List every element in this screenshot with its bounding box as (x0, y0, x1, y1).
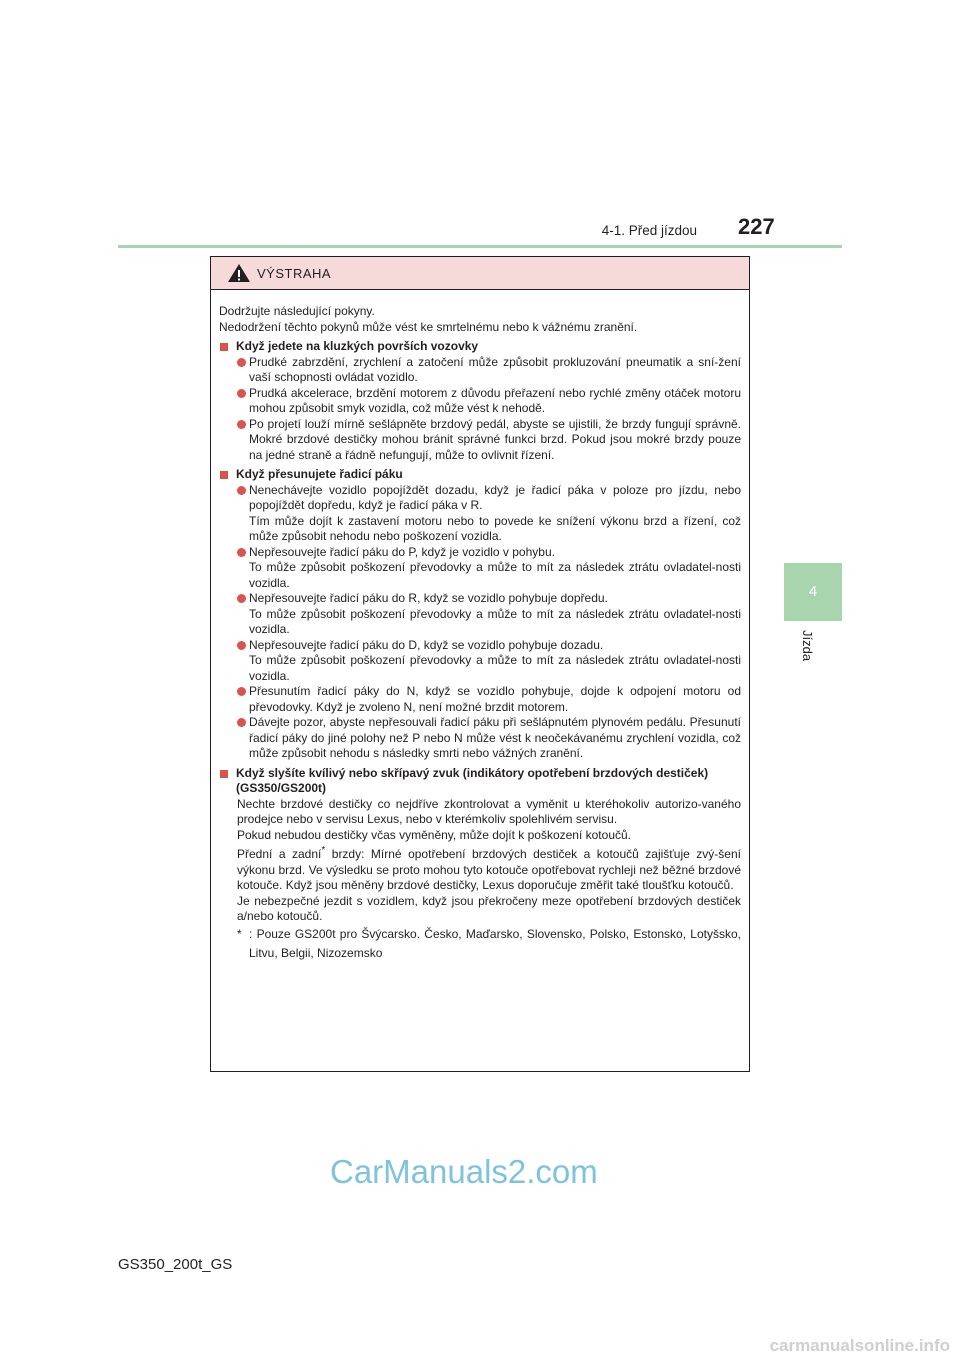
bullet-icon (237, 389, 246, 398)
section-shift-lever (219, 467, 741, 762)
section-brake-pad-noise (219, 766, 741, 963)
page-number: 227 (738, 214, 775, 239)
bullet-icon (237, 718, 246, 727)
section-title: Když slyšíte kvílivý nebo skřípavý zvuk (indikátory opotřebení brzdových destiček) (GS350/GS200t) (219, 766, 741, 797)
bullet-icon (237, 548, 246, 557)
list-item: Nepřesouvejte řadicí páku do P, když je vozidlo v pohybu. To může způsobit poškození převodovky a může to mít za následek ztrátu ovladatel-nosti vozidla. (219, 545, 741, 592)
bullet-icon (237, 641, 246, 650)
site-watermark: carmanualsonline.info (769, 1336, 950, 1355)
warning-box (210, 256, 750, 1072)
bullet-icon (237, 687, 246, 696)
asterisk: * (321, 845, 326, 856)
list-item: Nepřesouvejte řadicí páku do R, když se vozidlo pohybuje dopředu. To může způsobit poškození převodovky a může to mít za následek ztrátu ovladatel-nosti vozidla. (219, 591, 741, 638)
bullet-icon (237, 358, 246, 367)
header-rule (118, 245, 842, 248)
warning-body (211, 290, 749, 963)
list-item: Nenechávejte vozidlo popojíždět dozadu, když je řadicí páka v poloze pro jízdu, nebo popojíždět dopředu, když je řadicí páka v R. Tím může dojít k zastavení motoru nebo to povede ke snížení výkonu brzd a řízení, což může způsobit nehodu nebo poškození vozidla. (219, 483, 741, 545)
list-item: Nepřesouvejte řadicí páku do D, když se vozidlo pohybuje dozadu. To může způsobit poškození převodovky a může to mít za následek ztrátu ovladatel-nosti vozidla. (219, 638, 741, 685)
list-item: Prudká akcelerace, brzdění motorem z důvodu přeřazení nebo rychlé změny otáček motoru mohou způsobit smyk vozidla, což může vést k nehodě. (219, 386, 741, 417)
watermark-logo: CarManuals2.com (330, 1153, 598, 1190)
warning-intro: Dodržujte následující pokyny. Nedodržení těchto pokynů může vést ke smrtelnému nebo k vážnému zranění. (219, 304, 638, 334)
bullet-icon (237, 486, 246, 495)
header-section: 4-1. Před jízdou (601, 223, 697, 238)
paragraph: Přední a zadní* brzdy: Mírné opotřebení brzdových destiček a kotoučů zajišťuje zvý-šení výkonu brzd. Ve výsledku se proto mohou tyto kotouče opotřebovat rychleji než běžné brzdové kotouče. Když jsou měněny brzdové destičky, Lexus doporučuje změřit také tloušťku kotoučů. Je nebezpečné jezdit s vozidlem, když jsou překročeny meze opotřebení brzdových destiček a/nebo kotoučů. (237, 845, 741, 923)
list-item: Přesunutím řadicí páky do N, když se vozidlo pohybuje, dojde k odpojení motoru od převodovky. Když je zvoleno N, není možné brzdit motorem. (219, 684, 741, 715)
bullet-icon (237, 420, 246, 429)
bullet-icon (237, 594, 246, 603)
section-title: Když jedete na kluzkých površích vozovky (219, 339, 741, 355)
model-code: GS350_200t_GS (118, 1256, 233, 1273)
list-item: Dávejte pozor, abyste nepřesouvali řadicí páku při sešlápnutém plynovém pedálu. Přesunutí řadicí páky do jiné polohy než P nebo N může vést k neočekávanému zrychlení vozidla, což může způsobit nehodu s následky smrti nebo vážných zranění. (219, 715, 741, 762)
section-title: Když přesunujete řadicí páku (219, 467, 741, 483)
warning-title: VÝSTRAHA (257, 265, 332, 281)
warning-triangle-icon (227, 263, 251, 283)
footnote: * : Pouze GS200t pro Švýcarsko. Česko, Maďarsko, Slovensko, Polsko, Estonsko, Lotyšsko, Litvu, Belgii, Nizozemsko (237, 926, 741, 960)
section-slippery-roads (219, 339, 741, 463)
list-item: Po projetí louží mírně sešlápněte brzdový pedál, abyste se ujistili, že brzdy fungují správně. Mokré brzdové destičky mohou bránit správné funkci brzd. Pokud jsou mokré brzdy pouze na jedné straně a řádně nefungují, může to ovlivnit řízení. (219, 417, 741, 464)
list-item: Prudké zabrzdění, zrychlení a zatočení může způsobit prokluzování pneumatik a sní-žení vaší schopnosti ovládat vozidlo. (219, 355, 741, 386)
warning-header (211, 257, 749, 290)
paragraph: Nechte brzdové destičky co nejdříve zkontrolovat a vyměnit u kteréhokoliv autorizo-vaného prodejce nebo v servisu Lexus, nebo v kterémkoliv spolehlivém servisu. Pokud nebudou destičky včas vyměněny, může dojít k poškození kotoučů. (237, 796, 741, 842)
chapter-title: Jízda (800, 630, 815, 662)
chapter-tab: 4 (784, 563, 842, 621)
